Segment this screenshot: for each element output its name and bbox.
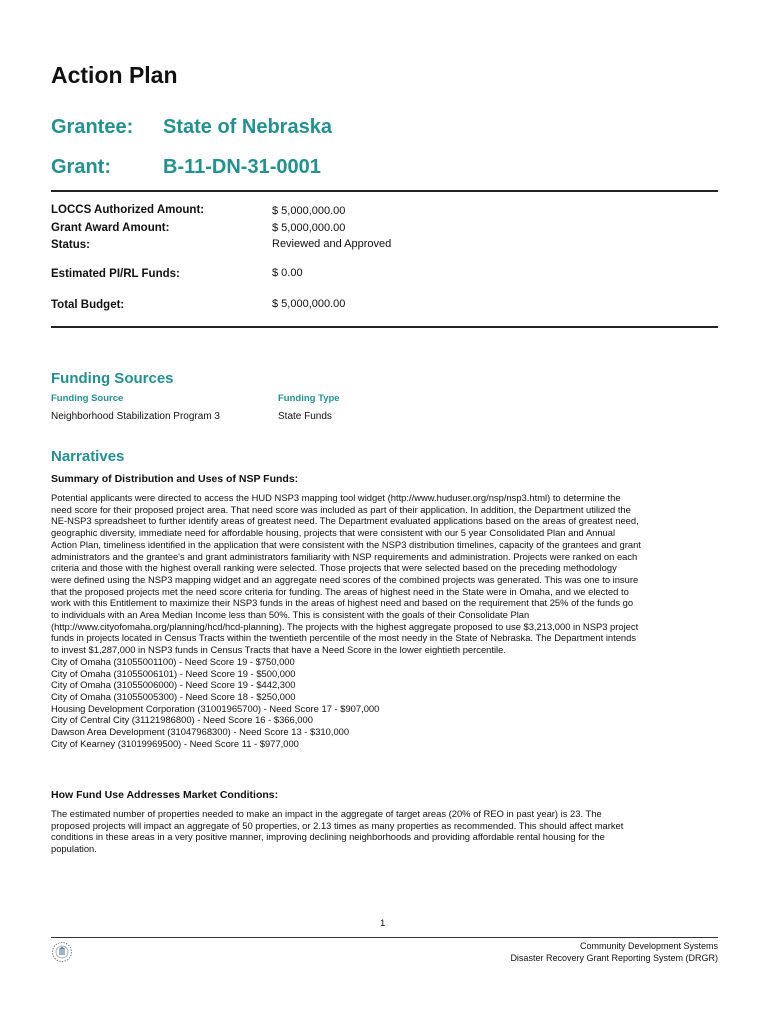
loccs-value: $ 5,000,000.00 xyxy=(272,205,346,217)
funding-type-column-header: Funding Type xyxy=(278,393,340,404)
text-line: City of Omaha (31055006000) - Need Score 19 - $442,300 xyxy=(51,679,296,691)
text-line: City of Kearney (31019969500) - Need Score 11 - $977,000 xyxy=(51,737,299,749)
text-line: population. xyxy=(51,843,97,855)
divider-top xyxy=(51,190,718,192)
text-line: City of Omaha (31055005300) - Need Score 18 - $250,000 xyxy=(51,690,296,702)
text-line: NE-NSP3 spreadsheet to further identify areas of greatest need. The Department evaluated applications based on the areas of greatest need, xyxy=(51,515,639,527)
footer-divider xyxy=(51,937,718,938)
text-line: Housing Development Corporation (31001965700) - Need Score 17 - $907,000 xyxy=(51,702,380,714)
text-line: Dawson Area Development (31047968300) - Need Score 13 - $310,000 xyxy=(51,726,350,738)
funding-source-column-header: Funding Source xyxy=(51,393,124,404)
status-label: Status: xyxy=(51,239,90,251)
funding-type-cell: State Funds xyxy=(278,411,332,422)
text-line: to individuals with an Area Median Income less than 50%. This is consistent with the goals of their Consolidate Plan xyxy=(51,609,530,621)
text-line: work with this Entitlement to maximize their NSP3 funds in the areas of highest need and based on the requirement that 25% of the funds go xyxy=(51,597,634,609)
grantee-label: Grantee: xyxy=(51,116,134,138)
text-line: were defined using the NSP3 mapping widget and an aggregate need scores of the combined projects was generated. This was one to insure xyxy=(51,573,639,585)
pirl-value: $ 0.00 xyxy=(272,267,303,279)
text-line: City of Omaha (31055001100) - Need Score 19 - $750,000 xyxy=(51,655,295,667)
text-line: need score for their proposed project area. That need score was included as part of their application. In addition, the Department utilized the xyxy=(51,503,631,515)
text-line: conditions in these areas in a very positive manner, improving declining neighborhoods and providing affordable rental housing for the xyxy=(51,831,605,843)
status-value: Reviewed and Approved xyxy=(272,238,392,250)
total-budget-value: $ 5,000,000.00 xyxy=(272,298,346,310)
text-line: to invest $1,287,000 in NSP3 funds in Census Tracts that have a Need Score in the lower eightieth percentile. xyxy=(51,644,506,656)
text-line: City of Omaha (31055006101) - Need Score 19 - $500,000 xyxy=(51,667,296,679)
text-line: criteria and those with the highest overall ranking were selected. Those projects that were selected based on the preceding methodology xyxy=(51,562,617,574)
summary-heading: Summary of Distribution and Uses of NSP Funds: xyxy=(51,473,299,485)
grantee-value: State of Nebraska xyxy=(163,116,332,138)
summary-paragraph xyxy=(51,492,691,749)
loccs-label: LOCCS Authorized Amount: xyxy=(51,204,205,216)
text-line: City of Central City (31121986800) - Need Score 16 - $366,000 xyxy=(51,714,313,726)
text-line: funds in projects located in Census Tracts within the twentieth percentile of the most needy in the State of Nebraska. The Department intends xyxy=(51,632,637,644)
divider-bottom xyxy=(51,326,718,328)
text-line: proposed projects will impact an aggregate of 50 properties, or 2.13 times as many properties as recommended. This should affect market xyxy=(51,819,624,831)
funding-source-cell: Neighborhood Stabilization Program 3 xyxy=(51,411,220,422)
text-line: administrators and the grantee's and grant administrators familiarity with NSP requirements and administration. Projects were ranked on each xyxy=(51,550,638,562)
grant-award-value: $ 5,000,000.00 xyxy=(272,222,346,234)
pirl-label: Estimated PI/RL Funds: xyxy=(51,268,180,280)
page-title: Action Plan xyxy=(51,62,178,88)
total-budget-label: Total Budget: xyxy=(51,299,125,311)
text-line: (http://www.cityofomaha.org/planning/hcd/hcd-planning). The projects with the highest aggregate proposed to use $3,213,000 in NSP3 project xyxy=(51,620,639,632)
text-line: Potential applicants were directed to access the HUD NSP3 mapping tool widget (http://www.huduser.org/nsp/nsp3.html) to determine the xyxy=(51,492,621,503)
hud-seal-icon xyxy=(51,941,73,963)
footer-line-2: Disaster Recovery Grant Reporting System (DRGR) xyxy=(510,953,718,963)
text-line: geographic diversity, immediate need for affordable housing, projects that were consistent with our 5 year Consolidated Plan and Annual xyxy=(51,527,616,539)
text-line: The estimated number of properties needed to make an impact in the aggregate of target areas (20% of REO in past year) is 23. The xyxy=(51,808,602,819)
footer-line-1: Community Development Systems xyxy=(579,941,718,951)
narratives-heading: Narratives xyxy=(51,448,125,465)
page-number: 1 xyxy=(380,918,386,929)
grant-award-label: Grant Award Amount: xyxy=(51,222,170,234)
grant-label: Grant: xyxy=(51,156,111,178)
funding-sources-heading: Funding Sources xyxy=(51,370,174,387)
market-conditions-heading: How Fund Use Addresses Market Conditions: xyxy=(51,789,279,801)
text-line: that the proposed projects met the need score criteria for funding. The areas of highest need in the State were in Omaha, and we elected to xyxy=(51,585,629,597)
text-line: Action Plan, timeliness identified in the application that were consistent with the NSP3 distribution timelines, capacity of the grantees and grant xyxy=(51,538,641,550)
grant-value: B-11-DN-31-0001 xyxy=(163,156,321,178)
market-conditions-paragraph xyxy=(51,808,691,855)
